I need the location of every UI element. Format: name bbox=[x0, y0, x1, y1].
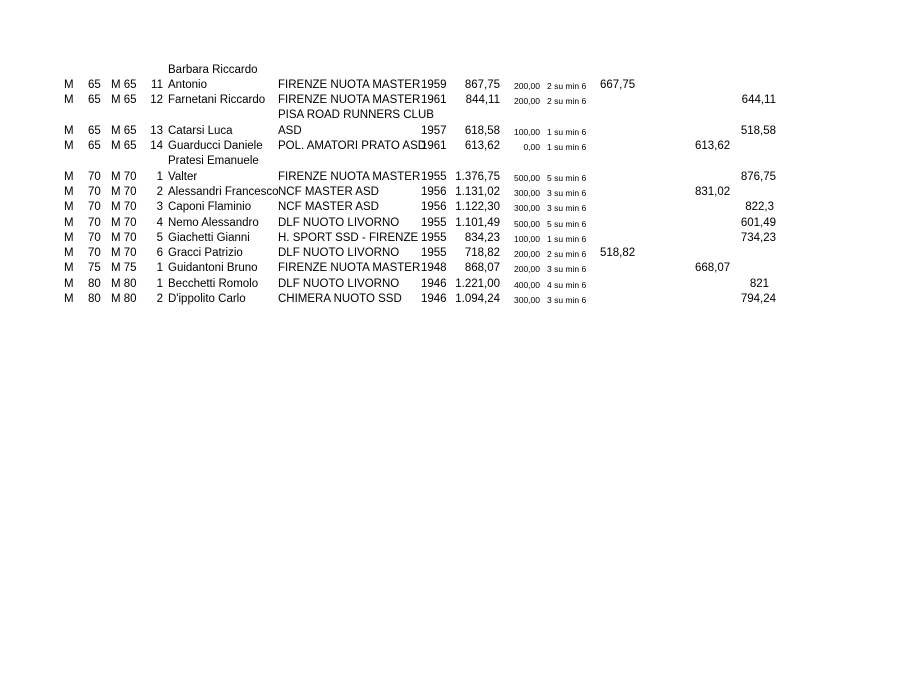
athlete-name: Nemo Alessandro bbox=[168, 217, 259, 229]
birth-year-cell: 1955 bbox=[421, 171, 447, 183]
athlete-name-line1: Pratesi Emanuele bbox=[168, 155, 259, 167]
category-cell: M 65 bbox=[111, 79, 137, 91]
score-cell: 1.376,75 bbox=[455, 171, 500, 183]
category-cell: M 70 bbox=[111, 217, 137, 229]
club-cell: FIRENZE NUOTA MASTER bbox=[278, 262, 421, 274]
result-col1-cell: 518,82 bbox=[600, 247, 636, 259]
rule-cell: 2 su min 6 bbox=[547, 249, 587, 259]
points-cell: 100,00 bbox=[514, 234, 540, 244]
sex-cell: M bbox=[64, 293, 74, 305]
points-cell: 0,00 bbox=[523, 142, 540, 152]
sex-cell: M bbox=[64, 217, 74, 229]
age-cell: 65 bbox=[88, 79, 101, 91]
points-cell: 300,00 bbox=[514, 203, 540, 213]
athlete-name: Caponi Flaminio bbox=[168, 201, 252, 213]
category-cell: M 75 bbox=[111, 262, 137, 274]
club-cell: FIRENZE NUOTA MASTER bbox=[278, 79, 421, 91]
points-cell: 100,00 bbox=[514, 127, 540, 137]
athlete-name: Guidantoni Bruno bbox=[168, 262, 258, 274]
birth-year-cell: 1946 bbox=[421, 278, 447, 290]
position-cell: 5 bbox=[156, 232, 163, 244]
age-cell: 70 bbox=[88, 171, 101, 183]
rule-cell: 1 su min 6 bbox=[547, 234, 587, 244]
athlete-name: Guarducci Daniele bbox=[168, 140, 263, 152]
result-col3-cell: 794,24 bbox=[740, 293, 776, 305]
position-cell: 1 bbox=[156, 278, 163, 290]
age-cell: 70 bbox=[88, 232, 101, 244]
position-cell: 2 bbox=[156, 186, 163, 198]
position-cell: 6 bbox=[156, 247, 163, 259]
category-cell: M 80 bbox=[111, 293, 137, 305]
age-cell: 65 bbox=[88, 125, 101, 137]
category-cell: M 70 bbox=[111, 201, 137, 213]
position-cell: 11 bbox=[151, 79, 163, 91]
position-cell: 14 bbox=[150, 140, 163, 152]
club-cell: CHIMERA NUOTO SSD bbox=[278, 293, 402, 305]
rule-cell: 5 su min 6 bbox=[547, 173, 587, 183]
score-cell: 868,07 bbox=[464, 262, 500, 274]
athlete-name: D'ippolito Carlo bbox=[168, 293, 246, 305]
age-cell: 70 bbox=[88, 186, 101, 198]
birth-year-cell: 1955 bbox=[421, 247, 447, 259]
athlete-name-line1: Barbara Riccardo bbox=[168, 64, 258, 76]
category-cell: M 65 bbox=[111, 125, 137, 137]
rule-cell: 3 su min 6 bbox=[547, 188, 587, 198]
result-col3-cell: 876,75 bbox=[740, 171, 776, 183]
age-cell: 65 bbox=[88, 94, 101, 106]
age-cell: 70 bbox=[88, 201, 101, 213]
score-cell: 1.221,00 bbox=[455, 278, 500, 290]
club-cell: FIRENZE NUOTA MASTER bbox=[278, 94, 421, 106]
age-cell: 80 bbox=[88, 278, 101, 290]
age-cell: 70 bbox=[88, 247, 101, 259]
rule-cell: 2 su min 6 bbox=[547, 96, 587, 106]
age-cell: 70 bbox=[88, 217, 101, 229]
result-col1-cell: 667,75 bbox=[600, 79, 636, 91]
points-cell: 500,00 bbox=[514, 219, 540, 229]
category-cell: M 70 bbox=[111, 247, 137, 259]
points-cell: 200,00 bbox=[514, 249, 540, 259]
position-cell: 3 bbox=[156, 201, 163, 213]
rule-cell: 3 su min 6 bbox=[547, 203, 587, 213]
score-cell: 834,23 bbox=[464, 232, 500, 244]
sex-cell: M bbox=[64, 201, 74, 213]
rule-cell: 1 su min 6 bbox=[547, 127, 587, 137]
club-cell-line1: PISA ROAD RUNNERS CLUB bbox=[278, 109, 434, 121]
result-col3-cell: 644,11 bbox=[741, 94, 776, 106]
category-cell: M 65 bbox=[111, 94, 137, 106]
score-cell: 844,11 bbox=[465, 94, 500, 106]
position-cell: 2 bbox=[156, 293, 163, 305]
points-cell: 200,00 bbox=[514, 264, 540, 274]
age-cell: 75 bbox=[88, 262, 101, 274]
club-cell: POL. AMATORI PRATO ASD bbox=[278, 140, 427, 152]
sex-cell: M bbox=[64, 171, 74, 183]
club-cell: DLF NUOTO LIVORNO bbox=[278, 278, 400, 290]
score-cell: 1.122,30 bbox=[455, 201, 500, 213]
rule-cell: 4 su min 6 bbox=[547, 280, 587, 290]
result-col3-cell: 822,3 bbox=[745, 201, 774, 213]
position-cell: 1 bbox=[156, 262, 163, 274]
category-cell: M 65 bbox=[111, 140, 137, 152]
birth-year-cell: 1956 bbox=[421, 201, 447, 213]
result-col2-cell: 668,07 bbox=[695, 262, 731, 274]
athlete-name: Alessandri Francesco bbox=[168, 186, 279, 198]
position-cell: 12 bbox=[150, 94, 163, 106]
position-cell: 1 bbox=[156, 171, 163, 183]
sex-cell: M bbox=[64, 262, 74, 274]
category-cell: M 70 bbox=[111, 232, 137, 244]
result-col3-cell: 601,49 bbox=[740, 217, 776, 229]
result-col2-cell: 613,62 bbox=[695, 140, 731, 152]
score-cell: 1.131,02 bbox=[455, 186, 500, 198]
points-cell: 500,00 bbox=[514, 173, 540, 183]
age-cell: 80 bbox=[88, 293, 101, 305]
club-cell: NCF MASTER ASD bbox=[278, 186, 379, 198]
sex-cell: M bbox=[64, 125, 74, 137]
age-cell: 65 bbox=[88, 140, 101, 152]
athlete-name: Giachetti Gianni bbox=[168, 232, 250, 244]
athlete-name: Catarsi Luca bbox=[168, 125, 233, 137]
sex-cell: M bbox=[64, 247, 74, 259]
result-col3-cell: 821 bbox=[749, 278, 769, 290]
rule-cell: 3 su min 6 bbox=[547, 295, 587, 305]
rule-cell: 5 su min 6 bbox=[547, 219, 587, 229]
club-cell: DLF NUOTO LIVORNO bbox=[278, 217, 400, 229]
birth-year-cell: 1955 bbox=[421, 232, 447, 244]
rule-cell: 1 su min 6 bbox=[547, 142, 587, 152]
category-cell: M 80 bbox=[111, 278, 137, 290]
birth-year-cell: 1956 bbox=[421, 186, 447, 198]
sex-cell: M bbox=[64, 278, 74, 290]
result-col3-cell: 734,23 bbox=[740, 232, 776, 244]
points-cell: 200,00 bbox=[514, 96, 540, 106]
birth-year-cell: 1955 bbox=[421, 217, 447, 229]
score-cell: 867,75 bbox=[464, 79, 500, 91]
club-cell-line2: ASD bbox=[278, 125, 302, 137]
birth-year-cell: 1948 bbox=[421, 262, 447, 274]
points-cell: 400,00 bbox=[514, 280, 540, 290]
category-cell: M 70 bbox=[111, 186, 137, 198]
sex-cell: M bbox=[64, 94, 74, 106]
sex-cell: M bbox=[64, 140, 74, 152]
club-cell: FIRENZE NUOTA MASTER bbox=[278, 171, 421, 183]
rule-cell: 2 su min 6 bbox=[547, 81, 587, 91]
position-cell: 13 bbox=[150, 125, 163, 137]
club-cell: H. SPORT SSD - FIRENZE bbox=[278, 232, 419, 244]
points-cell: 300,00 bbox=[514, 295, 540, 305]
athlete-name-line2: Antonio bbox=[168, 79, 208, 91]
athlete-name: Gracci Patrizio bbox=[168, 247, 243, 259]
score-cell: 1.094,24 bbox=[455, 293, 500, 305]
sex-cell: M bbox=[64, 186, 74, 198]
athlete-name: Becchetti Romolo bbox=[168, 278, 259, 290]
club-cell: NCF MASTER ASD bbox=[278, 201, 379, 213]
birth-year-cell: 1946 bbox=[421, 293, 447, 305]
score-cell: 618,58 bbox=[464, 125, 500, 137]
sex-cell: M bbox=[64, 232, 74, 244]
birth-year-cell: 1961 bbox=[421, 140, 447, 152]
sex-cell: M bbox=[64, 79, 74, 91]
position-cell: 4 bbox=[156, 217, 163, 229]
birth-year-cell: 1959 bbox=[421, 79, 447, 91]
points-cell: 200,00 bbox=[514, 81, 540, 91]
score-cell: 718,82 bbox=[464, 247, 500, 259]
score-cell: 613,62 bbox=[464, 140, 500, 152]
result-col3-cell: 518,58 bbox=[740, 125, 776, 137]
club-cell: DLF NUOTO LIVORNO bbox=[278, 247, 400, 259]
rule-cell: 3 su min 6 bbox=[547, 264, 587, 274]
points-cell: 300,00 bbox=[514, 188, 540, 198]
athlete-name-line2: Valter bbox=[168, 171, 198, 183]
birth-year-cell: 1961 bbox=[421, 94, 447, 106]
result-col2-cell: 831,02 bbox=[695, 186, 731, 198]
score-cell: 1.101,49 bbox=[455, 217, 500, 229]
category-cell: M 70 bbox=[111, 171, 137, 183]
athlete-name: Farnetani Riccardo bbox=[168, 94, 266, 106]
birth-year-cell: 1957 bbox=[421, 125, 447, 137]
